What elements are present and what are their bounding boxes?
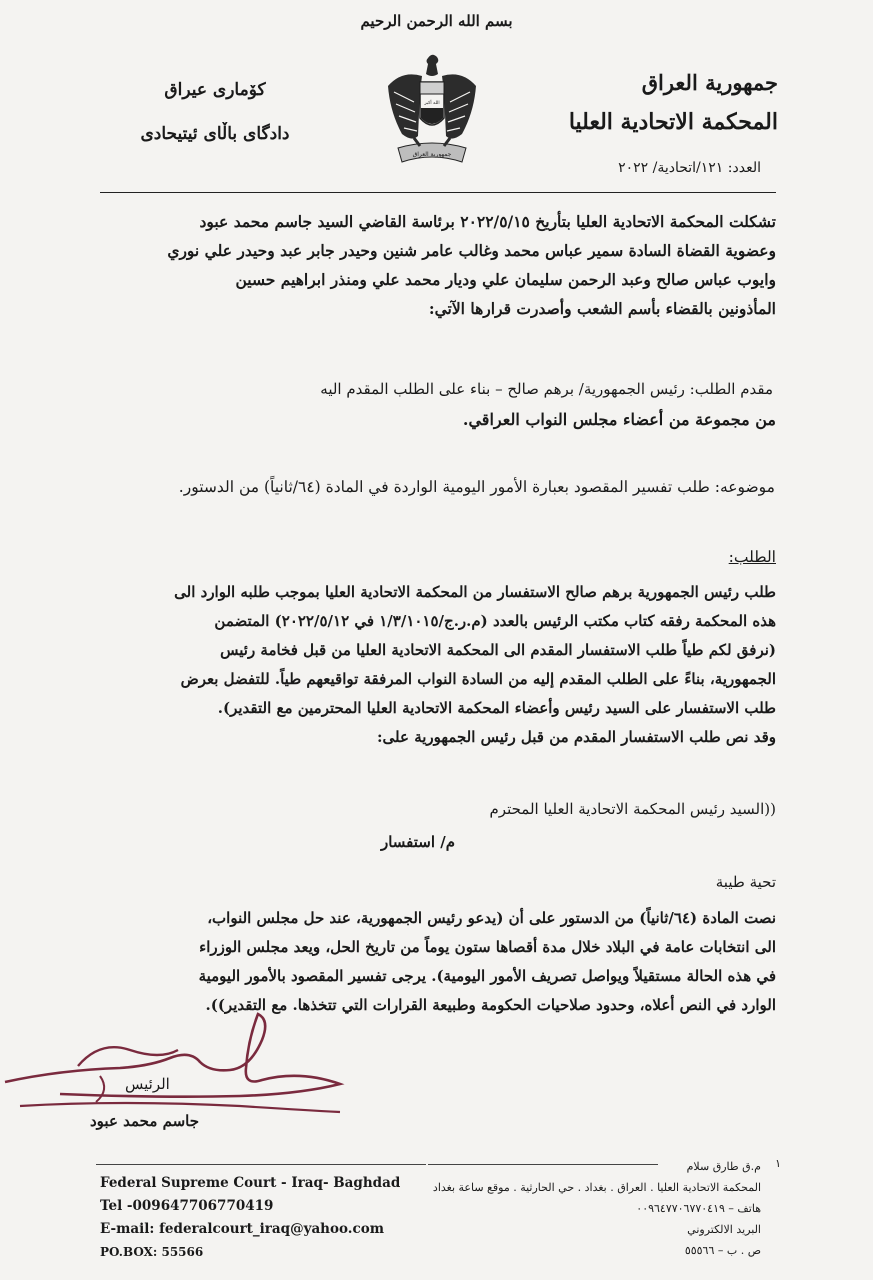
paragraph-line: في هذه الحالة مستقيلاً ويواصل تصريف الأمور اليومية). يرجى تفسير المقصود بالأمور اليومية (198, 967, 776, 985)
footer-address: المحكمة الاتحادية العليا . العراق . بغداد . حي الحارثية . موقع ساعة بغداد (432, 1181, 761, 1194)
header-divider (100, 192, 776, 193)
court-title: المحكمة الاتحادية العليا (568, 109, 778, 135)
paragraph-line: الوارد في النص أعلاه، وحدود صلاحيات الحكومة وطبيعة القرارات التي تتخذها. مع التقدير)). (205, 996, 776, 1014)
footer-court-name: Federal Supreme Court - Iraq- Baghdad (100, 1175, 401, 1191)
requester-line-2: من مجموعة من أعضاء مجلس النواب العراقي. (462, 410, 776, 429)
paragraph-line: وعضوية القضاة السادة سمير عباس محمد وغالب عامر شنين وحيدر جابر عبد وحيدر علي نوري (167, 241, 776, 260)
requester-line-1: مقدم الطلب: رئيس الجمهورية/ برهم صالح – بناء على الطلب المقدم اليه (320, 380, 773, 398)
footer-email-label: البريد الالكتروني (687, 1223, 761, 1236)
quote-subject: م/ استفسار (380, 833, 455, 851)
paragraph-line: وايوب عباس صالح وعبد الرحمن سليمان علي وديار محمد علي ومنذر ابراهيم حسين (235, 270, 776, 289)
greeting: تحية طيبة (715, 873, 776, 891)
paragraph-line: (نرفق لكم طياً طلب الاستفسار المقدم الى المحكمة الاتحادية العليا من قبل فخامة رئيس (220, 641, 776, 659)
kurdish-court: دادگای باڵای ئیتیحادی (140, 124, 290, 144)
iraq-eagle-emblem (384, 52, 480, 172)
footer-arabic (433, 1156, 761, 1261)
request-paragraph (100, 578, 776, 752)
quoted-request-paragraph (100, 904, 776, 1020)
paragraph-line: نصت المادة (٦٤/ثانياً) من الدستور على أن (يدعو رئيس الجمهورية، عند حل مجلس النواب، (207, 909, 776, 927)
paragraph-line: الجمهورية، بناءً على الطلب المقدم إليه من السادة النواب المرفقة تواقيعهم طياً. للتفضل بعرض (180, 670, 776, 688)
footer-arabic-pobox: ص . ب – ٥٥٥٦٦ (684, 1244, 761, 1257)
request-heading: الطلب: (728, 548, 776, 566)
header-right (569, 70, 778, 135)
reference-number: العدد: ١٢١/اتحادية/ ٢٠٢٢ (618, 160, 761, 176)
paragraph-line: المأذونين بالقضاء بأسم الشعب وأصدرت قرارها الآتي: (428, 299, 776, 318)
header-left-kurdish (100, 68, 330, 156)
signatory-name: جاسم محمد عبود (90, 1112, 200, 1130)
kurdish-country: كۆمارى عيراق (164, 80, 266, 100)
bismillah: بسم الله الرحمن الرحيم (360, 12, 513, 30)
emblem-label: جمهورية العراق (412, 151, 452, 158)
footer-email[interactable]: E-mail: federalcourt_iraq@yahoo.com (100, 1221, 384, 1237)
paragraph-line: طلب رئيس الجمهورية برهم صالح الاستفسار من المحكمة الاتحادية العليا بموجب طلبه الوارد الى (174, 583, 776, 601)
paragraph-line: هذه المحكمة رفقه كتاب مكتب الرئيس بالعدد (م.ر.ج/١/٣/١٠١٥ في ٢٠٢٢/٥/١٢) المتضمن (214, 612, 776, 630)
paragraph-line: طلب الاستفسار على السيد رئيس وأعضاء المحكمة الاتحادية العليا المحترمين مع التقدير). (217, 699, 776, 717)
subject-line: موضوعه: طلب تفسير المقصود بعبارة الأمور اليومية الواردة في المادة (٦٤/ثانياً) من الدستور. (178, 478, 775, 496)
footer-english (100, 1172, 400, 1264)
quote-addressee: ((السيد رئيس المحكمة الاتحادية العليا المحترم (489, 800, 776, 818)
footer-tel: Tel -009647706770419 (100, 1198, 274, 1214)
footer-page-number: ١ (775, 1157, 781, 1170)
paragraph-line: الى انتخابات عامة في البلاد خلال مدة أقصاها ستون يوماً من تاريخ الحل، ويعد مجلس الوزراء (199, 938, 776, 956)
republic-title: جمهورية العراق (641, 70, 778, 95)
signatory-title: الرئيس (125, 1075, 170, 1093)
footer-divider-left (96, 1164, 426, 1165)
footer-phone: هاتف – ٠٠٩٦٤٧٧٠٦٧٧٠٤١٩ (636, 1202, 761, 1215)
footer-initials: م.ق طارق سلام (686, 1160, 761, 1173)
emblem-motto: الله أكبر (424, 101, 440, 106)
paragraph-line: وقد نص طلب الاستفسار المقدم من قبل رئيس الجمهورية على: (377, 728, 776, 746)
intro-paragraph (100, 208, 776, 324)
footer-pobox: PO.BOX: 55566 (100, 1245, 204, 1259)
paragraph-line: تشكلت المحكمة الاتحادية العليا بتأريخ ٢٠٢٢/٥/١٥ برئاسة القاضي السيد جاسم محمد عبود (199, 212, 776, 231)
